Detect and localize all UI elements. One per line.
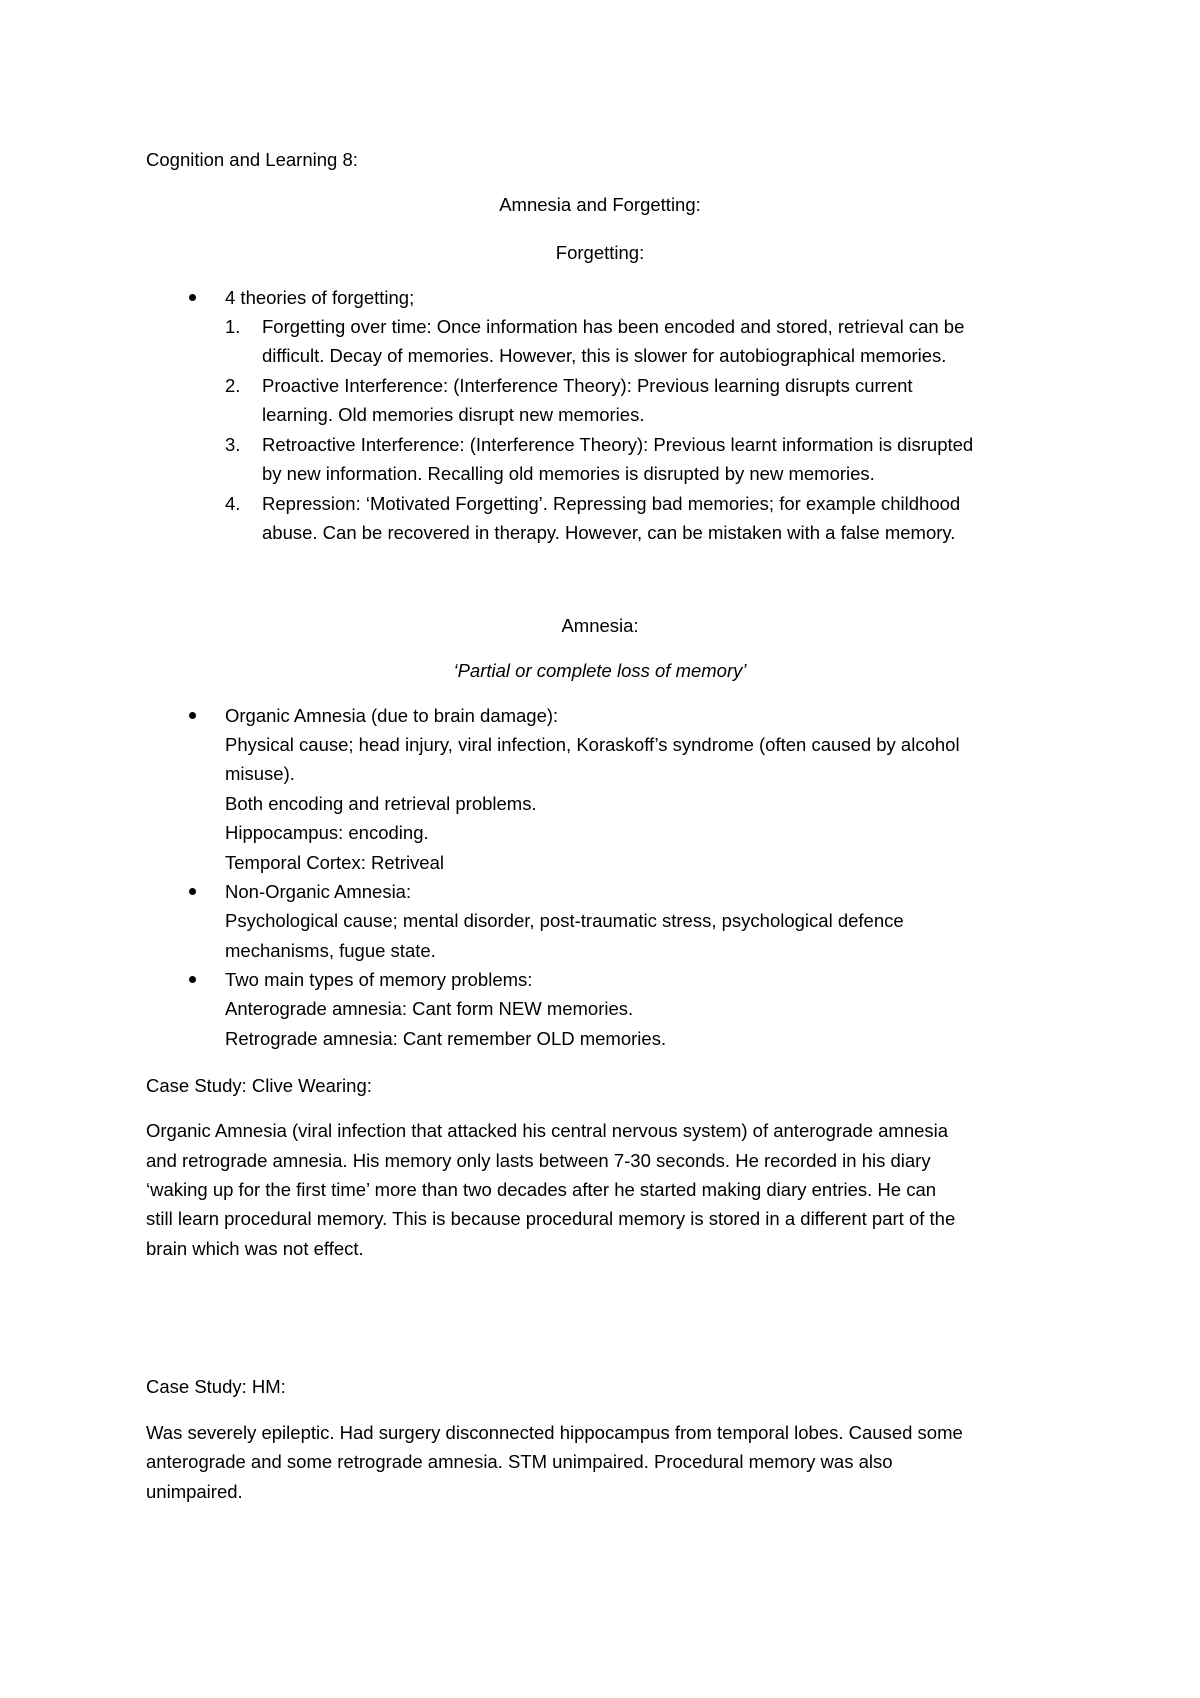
list-item-line: Forgetting over time: Once information has been encoded and stored, retrieval can be <box>262 316 965 337</box>
paragraph-line: still learn procedural memory. This is because procedural memory is stored in a different part of the <box>146 1208 956 1229</box>
case-study-clive-heading: Case Study: Clive Wearing: <box>146 1075 372 1096</box>
amnesia-definition: ‘Partial or complete loss of memory’ <box>453 660 747 681</box>
bullet-line: Temporal Cortex: Retriveal <box>225 852 444 873</box>
forgetting-heading: Forgetting: <box>555 242 645 263</box>
bullet-line: misuse). <box>225 763 295 784</box>
bullet-dot <box>189 888 196 895</box>
bullet-dot <box>189 712 196 719</box>
bullet-line: Hippocampus: encoding. <box>225 822 429 843</box>
list-item-line: Retroactive Interference: (Interference Theory): Previous learnt information is disrupted <box>262 434 974 455</box>
paragraph-line: Organic Amnesia (viral infection that attacked his central nervous system) of anterograde amnesia <box>146 1120 949 1141</box>
bullet-line: Psychological cause; mental disorder, post-traumatic stress, psychological defence <box>225 910 904 931</box>
case-study-hm-heading: Case Study: HM: <box>146 1376 286 1397</box>
list-number: 4. <box>225 493 241 514</box>
bullet-line: mechanisms, fugue state. <box>225 940 436 961</box>
paragraph-line: unimpaired. <box>146 1481 243 1502</box>
list-item-line: learning. Old memories disrupt new memories. <box>262 404 645 425</box>
document-title: Cognition and Learning 8: <box>146 149 358 170</box>
list-item-line: difficult. Decay of memories. However, this is slower for autobiographical memories. <box>262 345 947 366</box>
bullet-line: Two main types of memory problems: <box>225 969 533 990</box>
bullet-line: Anterograde amnesia: Cant form NEW memories. <box>225 998 634 1019</box>
paragraph-line: and retrograde amnesia. His memory only lasts between 7-30 seconds. He recorded in his diary <box>146 1150 931 1171</box>
paragraph-line: ‘waking up for the first time’ more than two decades after he started making diary entries. He can <box>146 1179 937 1200</box>
list-number: 2. <box>225 375 241 396</box>
bullet-line: Retrograde amnesia: Cant remember OLD memories. <box>225 1028 667 1049</box>
bullet-line: Organic Amnesia (due to brain damage): <box>225 705 559 726</box>
list-item-line: Repression: ‘Motivated Forgetting’. Repressing bad memories; for example childhood <box>262 493 961 514</box>
bullet-line: Physical cause; head injury, viral infection, Koraskoff’s syndrome (often caused by alcohol <box>225 734 960 755</box>
paragraph-line: anterograde and some retrograde amnesia. STM unimpaired. Procedural memory was also <box>146 1451 893 1472</box>
paragraph-line: Was severely epileptic. Had surgery disconnected hippocampus from temporal lobes. Caused some <box>146 1422 963 1443</box>
amnesia-heading: Amnesia: <box>561 615 639 636</box>
section-heading: Amnesia and Forgetting: <box>499 194 701 215</box>
bullet-dot <box>189 976 196 983</box>
list-number: 3. <box>225 434 241 455</box>
bullet-line: Non-Organic Amnesia: <box>225 881 412 902</box>
paragraph-line: brain which was not effect. <box>146 1238 364 1259</box>
list-number: 1. <box>225 316 241 337</box>
bullet-dot <box>189 294 196 301</box>
list-item-line: Proactive Interference: (Interference Theory): Previous learning disrupts current <box>262 375 913 396</box>
list-item-line: by new information. Recalling old memories is disrupted by new memories. <box>262 463 875 484</box>
list-item-line: abuse. Can be recovered in therapy. However, can be mistaken with a false memory. <box>262 522 956 543</box>
forgetting-bullet-text: 4 theories of forgetting; <box>225 287 415 308</box>
bullet-line: Both encoding and retrieval problems. <box>225 793 537 814</box>
